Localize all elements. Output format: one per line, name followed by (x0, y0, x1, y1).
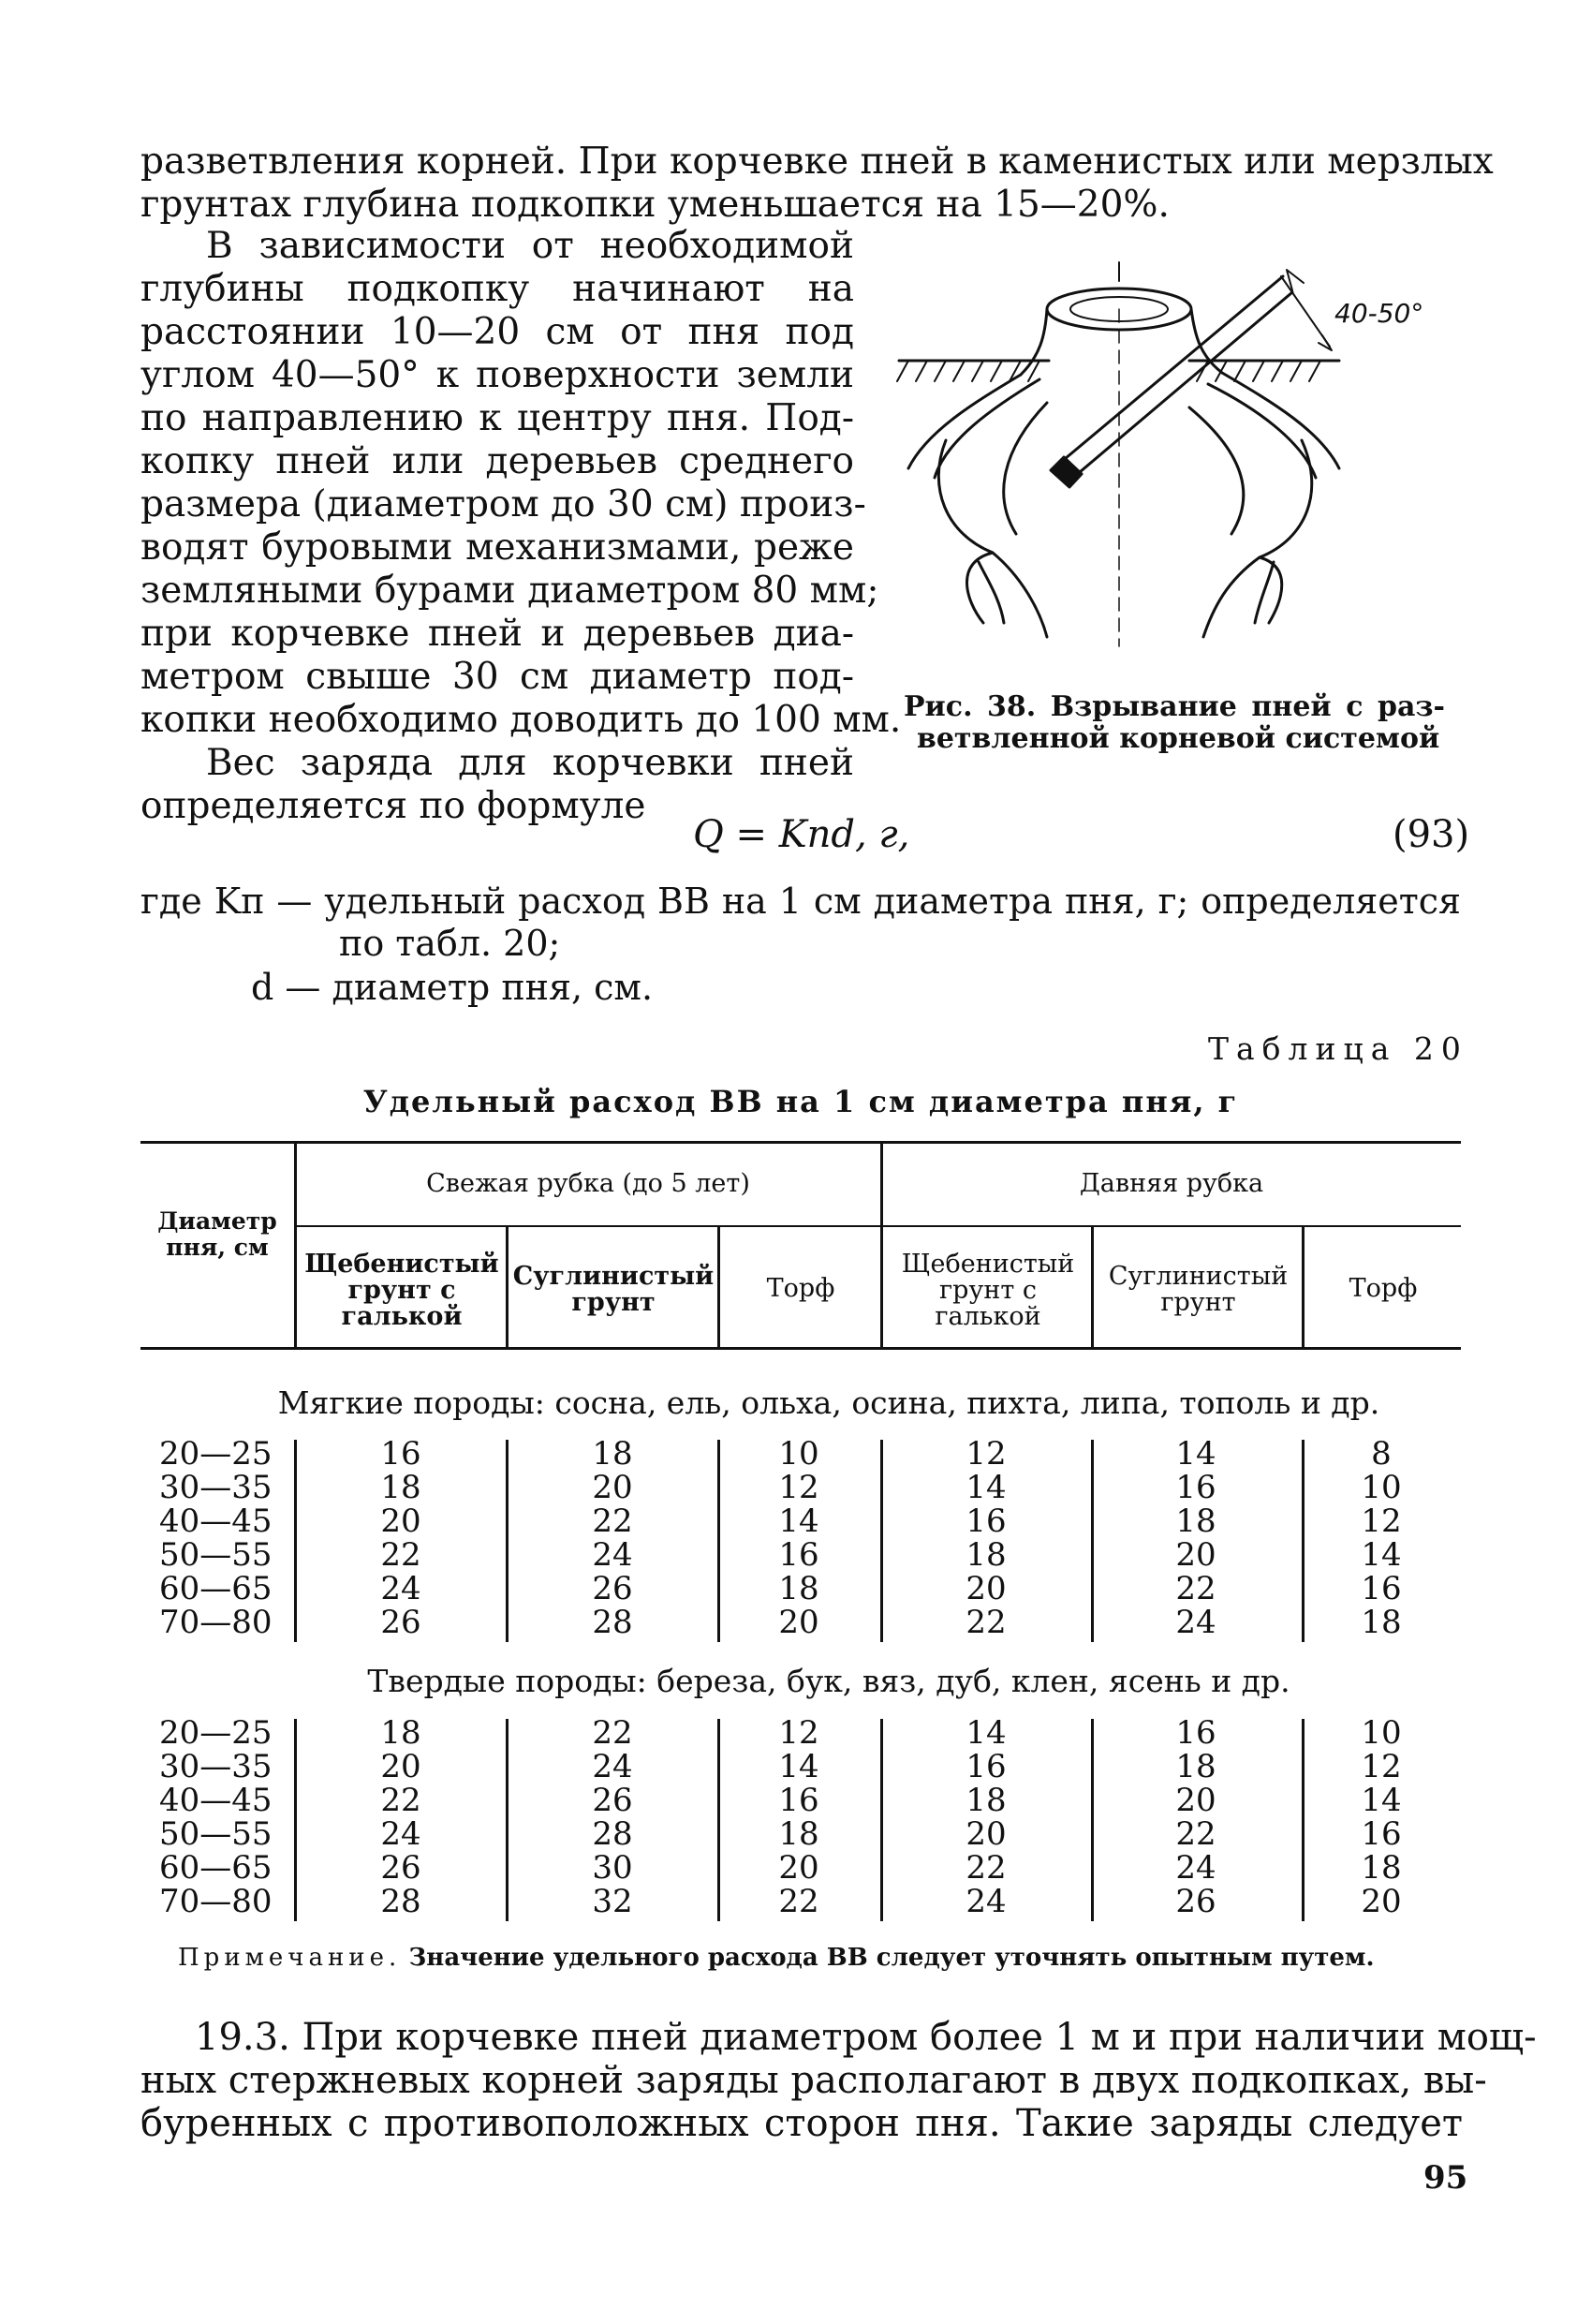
value-cell: 18 (1175, 1502, 1216, 1540)
diameter-cell: 60—65 (159, 1849, 273, 1887)
value-cell: 16 (1175, 1469, 1216, 1506)
text-line: ных стержневых корней заряды располагают в двух подкопках, вы- (140, 2059, 1487, 2102)
table-note (178, 1944, 1375, 1972)
header-group-fresh: Свежая рубка (до 5 лет) (426, 1169, 750, 1198)
value-cell: 12 (778, 1714, 819, 1752)
value-cell: 10 (1361, 1469, 1402, 1506)
value-cell: 22 (966, 1849, 1007, 1887)
value-cell: 8 (1371, 1435, 1392, 1473)
text-line: Вес заряда для корчевки пней (206, 742, 854, 784)
diameter-cell: 60—65 (159, 1570, 273, 1607)
figure-caption (904, 691, 1445, 755)
table-body-divider (506, 1440, 509, 1642)
table-body-divider (717, 1440, 720, 1642)
value-cell: 20 (778, 1604, 819, 1641)
value-cell: 18 (1361, 1849, 1402, 1887)
text-line: углом 40—50° к поверхности земли (140, 354, 854, 396)
value-cell: 14 (778, 1748, 819, 1785)
note-label: Примечание. (178, 1944, 402, 1972)
where-line-3: d — диаметр пня, см. (251, 967, 654, 1008)
table-body-divider (1091, 1440, 1094, 1642)
value-cell: 16 (778, 1782, 819, 1819)
text-line: грунтах глубина подкопки уменьшается на 15—20%. (140, 184, 1170, 226)
value-cell: 18 (966, 1536, 1007, 1574)
value-cell: 28 (380, 1883, 421, 1920)
text-line: водят буровыми механизмами, реже (140, 526, 854, 569)
value-cell: 20 (380, 1748, 421, 1785)
text-line: В зависимости от необходимой (206, 225, 854, 267)
text-line: метром свыше 30 см диаметр под- (140, 656, 854, 698)
value-cell: 12 (966, 1435, 1007, 1473)
value-cell: 18 (380, 1469, 421, 1506)
diameter-cell: 20—25 (159, 1714, 273, 1752)
value-cell: 20 (1175, 1536, 1216, 1574)
soft-wood-title: Мягкие породы: сосна, ель, ольха, осина, пихта, липа, тополь и др. (277, 1384, 1380, 1421)
section-paragraph (140, 2016, 1537, 2145)
value-cell: 18 (1361, 1604, 1402, 1641)
text-line: разветвления корней. При корчевке пней в каменистых или мерзлых (140, 141, 1494, 183)
text-line: при корчевке пней и деревьев диа- (140, 613, 854, 655)
value-cell: 20 (966, 1570, 1007, 1607)
value-cell: 32 (592, 1883, 633, 1920)
value-cell: 16 (1175, 1714, 1216, 1752)
text-line: 19.3. При корчевке пней диаметром более 1 м и при наличии мощ- (195, 2016, 1537, 2059)
table-body-divider (506, 1719, 509, 1921)
value-cell: 22 (778, 1883, 819, 1920)
value-cell: 18 (380, 1714, 421, 1752)
table-body-divider (1091, 1719, 1094, 1921)
page-number: 95 (1423, 2159, 1468, 2197)
value-cell: 14 (1361, 1782, 1402, 1819)
value-cell: 18 (778, 1570, 819, 1607)
diameter-cell: 20—25 (159, 1435, 273, 1473)
table-body-divider (1302, 1719, 1305, 1921)
table-body-divider (880, 1440, 883, 1642)
table-header-subrule (295, 1225, 1461, 1227)
value-cell: 24 (1175, 1604, 1216, 1641)
value-cell: 12 (1361, 1748, 1402, 1785)
diameter-cell: 50—55 (159, 1536, 273, 1574)
value-cell: 14 (1175, 1435, 1216, 1473)
value-cell: 30 (592, 1849, 633, 1887)
value-cell: 26 (1175, 1883, 1216, 1920)
caption-line: Рис. 38. Взрывание пней с раз- (904, 690, 1445, 723)
diameter-cell: 70—80 (159, 1883, 273, 1920)
depth-paragraph (140, 225, 902, 828)
table-header-bottom-rule (140, 1347, 1461, 1350)
value-cell: 20 (778, 1849, 819, 1887)
value-cell: 22 (380, 1536, 421, 1574)
value-cell: 14 (1361, 1536, 1402, 1574)
value-cell: 26 (592, 1782, 633, 1819)
value-cell: 26 (592, 1570, 633, 1607)
value-cell: 28 (592, 1815, 633, 1853)
intro-paragraph (140, 141, 1494, 227)
text-line: расстоянии 10—20 см от пня под (140, 311, 854, 353)
value-cell: 22 (592, 1502, 633, 1540)
diameter-cell: 50—55 (159, 1815, 273, 1853)
value-cell: 14 (778, 1502, 819, 1540)
value-cell: 28 (592, 1604, 633, 1641)
diameter-cell: 40—45 (159, 1502, 273, 1540)
value-cell: 20 (592, 1469, 633, 1506)
diameter-cell: 70—80 (159, 1604, 273, 1641)
note-text: Значение удельного расхода ВВ следует уточнять опытным путем. (408, 1944, 1375, 1972)
formula-number: (93) (1393, 813, 1470, 856)
value-cell: 24 (380, 1570, 421, 1607)
angle-label: 40-50° (1334, 298, 1424, 329)
text-line: по направлению к центру пня. Под- (140, 397, 854, 439)
table-body-divider (294, 1719, 297, 1921)
diameter-cell: 40—45 (159, 1782, 273, 1819)
value-cell: 24 (966, 1883, 1007, 1920)
table-body-divider (1302, 1440, 1305, 1642)
text-line: земляными бурами диаметром 80 мм; (140, 570, 879, 612)
where-line-1: где Kп — удельный расход ВВ на 1 см диаметра пня, г; определяется (140, 881, 1461, 922)
value-cell: 12 (778, 1469, 819, 1506)
value-cell: 24 (380, 1815, 421, 1853)
table-divider (717, 1227, 720, 1347)
value-cell: 24 (592, 1748, 633, 1785)
value-cell: 16 (1361, 1815, 1402, 1853)
table-top-rule (140, 1141, 1461, 1144)
value-cell: 26 (380, 1849, 421, 1887)
header-diameter: Диаметр пня, см (157, 1207, 277, 1261)
value-cell: 14 (966, 1469, 1007, 1506)
value-cell: 10 (1361, 1714, 1402, 1752)
value-cell: 20 (1175, 1782, 1216, 1819)
value-cell: 22 (380, 1782, 421, 1819)
value-cell: 16 (1361, 1570, 1402, 1607)
text-line: определяется по формуле (140, 785, 646, 827)
diameter-cell: 30—35 (159, 1748, 273, 1785)
table-title: Удельный расход ВВ на 1 см диаметра пня, г (362, 1084, 1239, 1119)
header-group-old: Давняя рубка (1079, 1169, 1264, 1198)
value-cell: 26 (380, 1604, 421, 1641)
value-cell: 16 (380, 1435, 421, 1473)
where-line-2: по табл. 20; (339, 923, 561, 964)
value-cell: 20 (1361, 1883, 1402, 1920)
value-cell: 20 (966, 1815, 1007, 1853)
value-cell: 24 (1175, 1849, 1216, 1887)
value-cell: 14 (966, 1714, 1007, 1752)
hard-wood-title: Твердые породы: береза, бук, вяз, дуб, клен, ясень и др. (367, 1663, 1290, 1699)
value-cell: 22 (592, 1714, 633, 1752)
table-body-divider (880, 1719, 883, 1921)
caption-line: ветвленной корневой системой (917, 722, 1440, 755)
value-cell: 18 (592, 1435, 633, 1473)
value-cell: 22 (1175, 1815, 1216, 1853)
header-col: Щебенистый грунт с галькой (901, 1250, 1075, 1331)
value-cell: 10 (778, 1435, 819, 1473)
value-cell: 18 (1175, 1748, 1216, 1785)
header-col: Суглинистый грунт (1108, 1262, 1289, 1317)
value-cell: 12 (1361, 1502, 1402, 1540)
text-line: размера (диаметром до 30 см) произ- (140, 483, 866, 525)
diameter-cell: 30—35 (159, 1469, 273, 1506)
value-cell: 20 (380, 1502, 421, 1540)
value-cell: 22 (1175, 1570, 1216, 1607)
header-col: Торф (766, 1274, 835, 1303)
text-line: копки необходимо доводить до 100 мм. (140, 699, 902, 741)
text-line: глубины подкопку начинают на (140, 268, 854, 310)
table-body-divider (717, 1719, 720, 1921)
value-cell: 18 (778, 1815, 819, 1853)
value-cell: 16 (966, 1502, 1007, 1540)
table-label: Таблица 20 (1208, 1030, 1468, 1067)
header-col: Щебенистый грунт с галькой (304, 1250, 499, 1331)
value-cell: 18 (966, 1782, 1007, 1819)
value-cell: 24 (592, 1536, 633, 1574)
table-body-divider (294, 1440, 297, 1642)
table-divider (506, 1227, 509, 1347)
table-divider (1302, 1227, 1305, 1347)
header-col: Торф (1349, 1274, 1418, 1303)
value-cell: 16 (778, 1536, 819, 1574)
stump-blasting-figure (890, 253, 1470, 665)
value-cell: 16 (966, 1748, 1007, 1785)
text-line: буренных с противоположных сторон пня. Такие заряды следует (140, 2102, 1463, 2145)
value-cell: 22 (966, 1604, 1007, 1641)
text-line: копку пней или деревьев среднего (140, 440, 854, 482)
formula: Q = Kпd, г, (693, 813, 910, 856)
header-col: Суглинистый грунт (512, 1262, 715, 1317)
